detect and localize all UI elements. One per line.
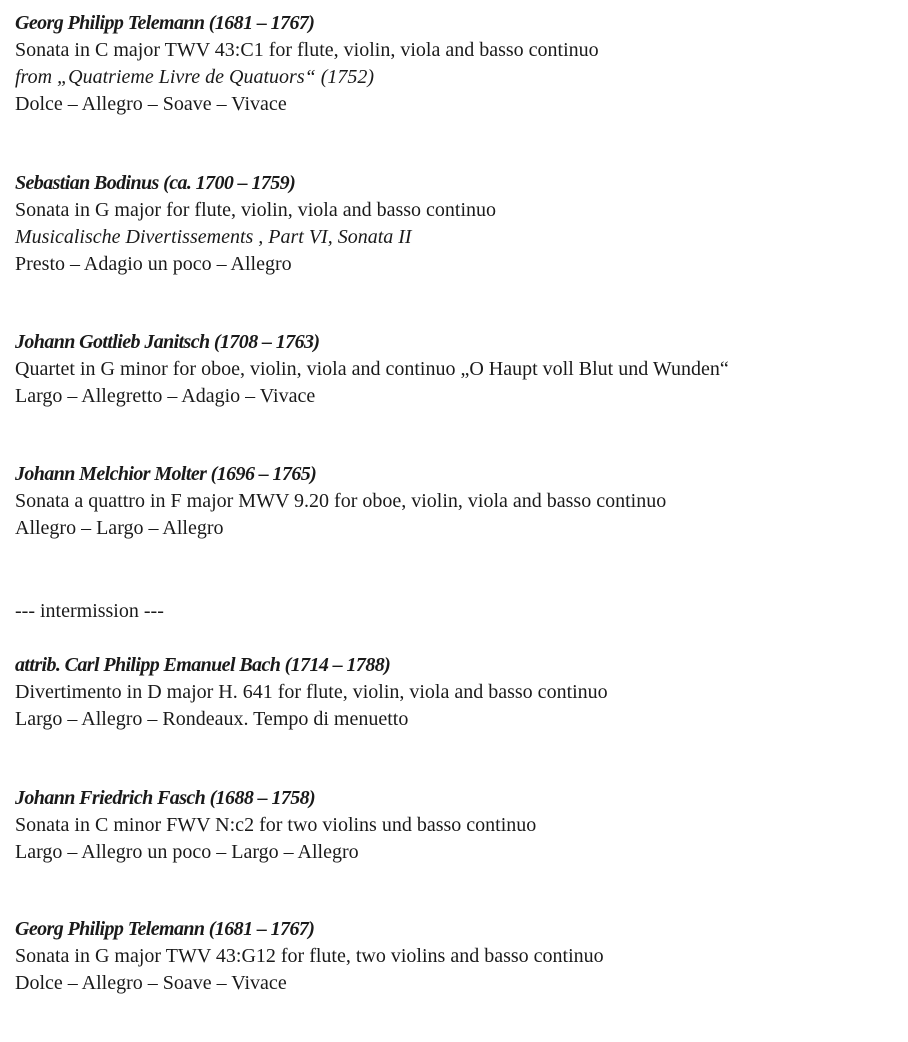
intermission-text: --- intermission --- (15, 600, 164, 622)
composer-heading: Georg Philipp Telemann (1681 – 1767) (15, 12, 315, 34)
work-title: Sonata a quattro in F major MWV 9.20 for oboe, violin, viola and basso continuo (15, 490, 667, 512)
composer-heading: Georg Philipp Telemann (1681 – 1767) (15, 918, 315, 940)
composer-heading: Sebastian Bodinus (ca. 1700 – 1759) (15, 172, 296, 194)
program-entry (15, 329, 895, 410)
composer-heading: Johann Friedrich Fasch (1688 – 1758) (15, 787, 316, 809)
composer-heading: Johann Gottlieb Janitsch (1708 – 1763) (15, 331, 320, 353)
composer-heading: attrib. Carl Philipp Emanuel Bach (1714 – 1788) (15, 654, 391, 676)
program-entry (15, 916, 895, 997)
movements: Allegro – Largo – Allegro (15, 517, 224, 539)
intermission-note (15, 598, 895, 625)
work-source: from „Quatrieme Livre de Quatuors“ (1752) (15, 66, 375, 88)
work-title: Sonata in C minor FWV N:c2 for two violins und basso continuo (15, 814, 537, 836)
program-entry (15, 170, 895, 278)
program-entry (15, 652, 895, 733)
program-entry (15, 10, 895, 118)
movements: Largo – Allegretto – Adagio – Vivace (15, 385, 316, 407)
work-title: Quartet in G minor for oboe, violin, viola and continuo „O Haupt voll Blut und Wunden“ (15, 358, 729, 380)
work-title: Sonata in G major for flute, violin, viola and basso continuo (15, 199, 497, 221)
composer-heading: Johann Melchior Molter (1696 – 1765) (15, 463, 317, 485)
work-title: Sonata in G major TWV 43:G12 for flute, two violins and basso continuo (15, 945, 604, 967)
work-title: Divertimento in D major H. 641 for flute, violin, viola and basso continuo (15, 681, 608, 703)
movements: Dolce – Allegro – Soave – Vivace (15, 93, 287, 115)
program-entry (15, 785, 895, 866)
movements: Dolce – Allegro – Soave – Vivace (15, 972, 287, 994)
work-title: Sonata in C major TWV 43:C1 for flute, violin, viola and basso continuo (15, 39, 599, 61)
movements: Largo – Allegro un poco – Largo – Allegro (15, 841, 359, 863)
movements: Largo – Allegro – Rondeaux. Tempo di menuetto (15, 708, 409, 730)
program-entry (15, 461, 895, 542)
movements: Presto – Adagio un poco – Allegro (15, 253, 292, 275)
work-source: Musicalische Divertissements , Part VI, Sonata II (15, 226, 412, 248)
